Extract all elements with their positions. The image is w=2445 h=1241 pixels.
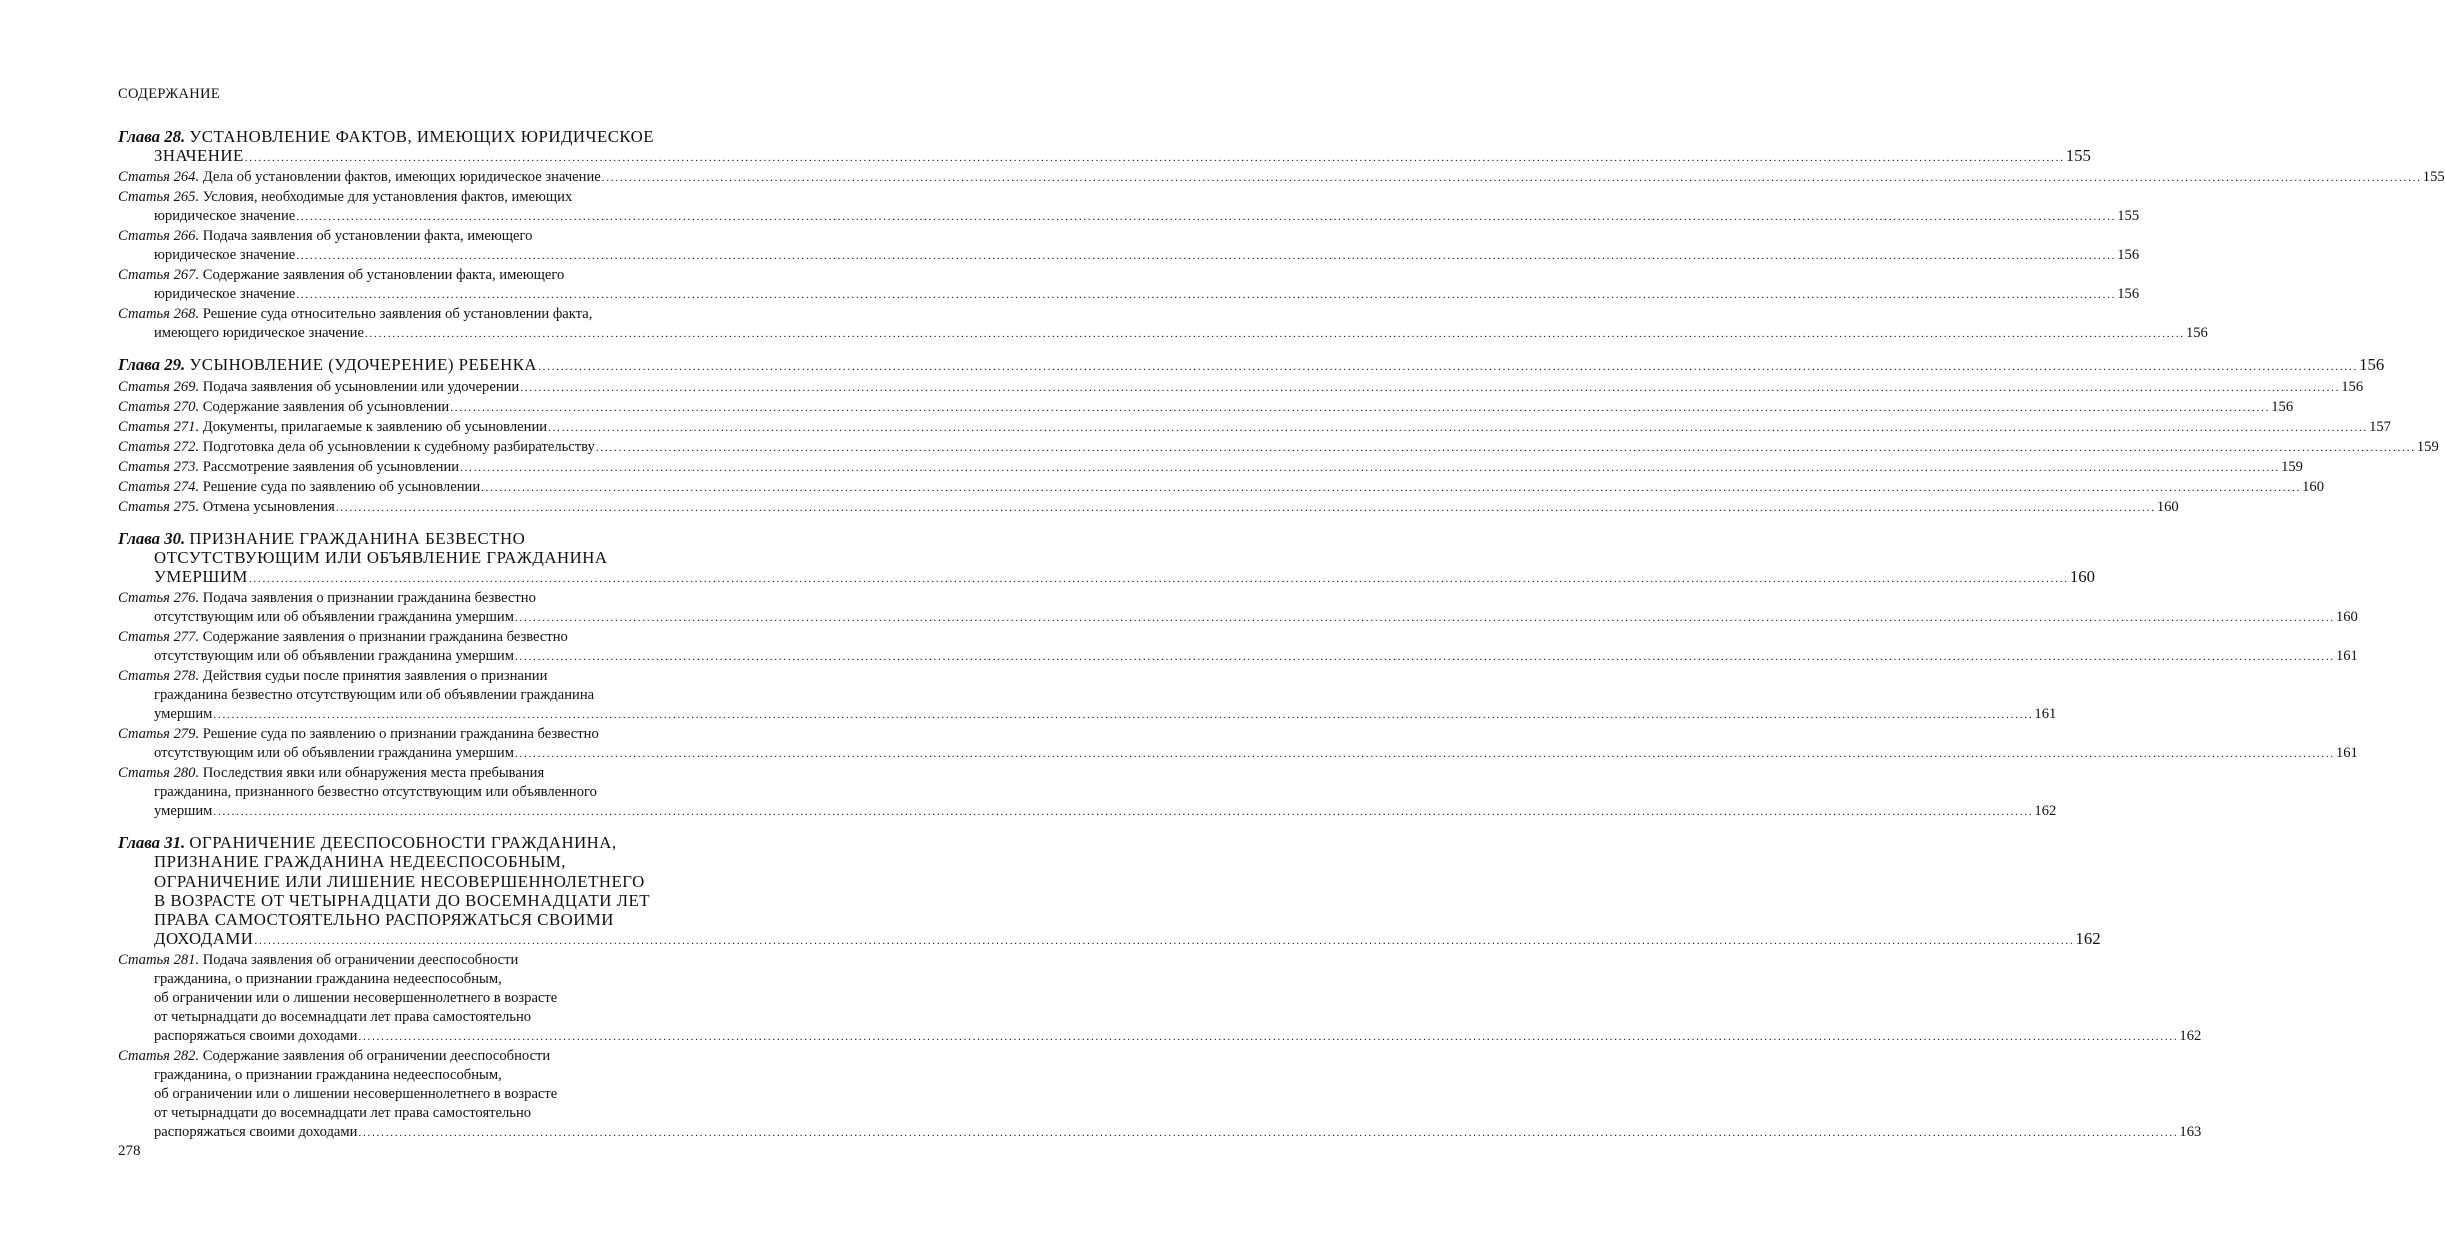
article-label: Статья 273. xyxy=(118,458,200,475)
dot-leader: ................................................................................................................................................................................................................................................................................................................................................................................................................ xyxy=(358,1031,2179,1044)
toc-line xyxy=(118,833,768,852)
toc-article xyxy=(118,305,2208,344)
toc-article xyxy=(118,478,2325,498)
entry-title-line: от четырнадцати до восемнадцати лет права самостоятельно xyxy=(154,1105,532,1122)
page-ref: 159 xyxy=(2281,458,2303,475)
entry-title-line: об ограничении или о лишении несовершеннолетнего в возрасте xyxy=(154,1086,558,1103)
dot-leader: ................................................................................................................................................................................................................................................................................................................................................................................................................ xyxy=(244,152,2065,165)
toc-line xyxy=(118,725,768,744)
toc-line xyxy=(118,398,2294,418)
toc-line xyxy=(118,1123,2202,1143)
toc-line xyxy=(118,608,2358,628)
toc-line xyxy=(118,744,2358,764)
entry-title-line: гражданина, признанного безвестно отсутствующим или объявленного xyxy=(154,784,597,801)
dot-leader: ................................................................................................................................................................................................................................................................................................................................................................................................................ xyxy=(450,401,2271,414)
page-ref: 160 xyxy=(2069,567,2096,587)
article-label: Статья 279. xyxy=(118,726,200,743)
entry-title-line: ОТСУТСТВУЮЩИМ ИЛИ ОБЪЯВЛЕНИЕ ГРАЖДАНИНА xyxy=(154,547,608,567)
toc-line xyxy=(118,852,768,871)
toc-chapter xyxy=(118,833,2101,951)
dot-leader: ................................................................................................................................................................................................................................................................................................................................................................................................................ xyxy=(254,935,2075,948)
entry-title-line: Содержание заявления об установлении факта, имеющего xyxy=(202,267,565,284)
entry-title-line: УМЕРШИМ xyxy=(154,567,248,587)
page-ref: 161 xyxy=(2335,648,2358,665)
article-label: Статья 282. xyxy=(118,1048,200,1065)
entry-title-line: Подача заявления об ограничении дееспособности xyxy=(202,952,519,969)
toc-line xyxy=(118,1047,768,1066)
page-ref: 160 xyxy=(2156,498,2179,515)
page-ref: 157 xyxy=(2369,418,2391,435)
entry-title-line: УСЫНОВЛЕНИЕ (УДОЧЕРЕНИЕ) РЕБЕНКА xyxy=(189,355,538,375)
article-label: Статья 276. xyxy=(118,590,200,607)
entry-title-line: Решение суда по заявлению о признании гражданина безвестно xyxy=(202,726,599,743)
toc-line xyxy=(118,266,768,285)
toc-line xyxy=(118,783,768,802)
chapter-label: Глава 29. xyxy=(118,355,186,375)
entry-title-line: Условия, необходимые для установления фактов, имеющих xyxy=(202,189,573,206)
entry-title-line: ЗНАЧЕНИЕ xyxy=(154,146,244,166)
toc-line xyxy=(118,764,768,783)
entry-title-line: В ВОЗРАСТЕ ОТ ЧЕТЫРНАДЦАТИ ДО ВОСЕМНАДЦАТИ ЛЕТ xyxy=(154,890,650,910)
toc-line xyxy=(118,667,768,686)
toc-article xyxy=(118,227,2140,266)
entry-title-line: Дела об установлении фактов, имеющих юридическое значение xyxy=(202,169,601,186)
toc-article xyxy=(118,418,2391,438)
entry-title-line: Подача заявления о признании гражданина безвестно xyxy=(202,590,536,607)
toc-article xyxy=(118,667,2057,725)
article-label: Статья 275. xyxy=(118,498,200,515)
entry-title-line: гражданина, о признании гражданина недееспособным, xyxy=(154,971,502,988)
entry-title-line: ПРАВА САМОСТОЯТЕЛЬНО РАСПОРЯЖАТЬСЯ СВОИМИ xyxy=(154,910,614,930)
dot-leader: ................................................................................................................................................................................................................................................................................................................................................................................................................ xyxy=(601,172,2422,185)
article-label: Статья 280. xyxy=(118,765,200,782)
toc-line xyxy=(118,1104,768,1123)
toc-line xyxy=(118,127,768,146)
toc-line xyxy=(118,498,2179,518)
toc-chapter xyxy=(118,127,2091,168)
article-label: Статья 265. xyxy=(118,189,200,206)
article-label: Статья 271. xyxy=(118,418,200,435)
entry-title-line: Подача заявления об усыновлении или удочерении xyxy=(202,378,520,395)
entry-title-line: юридическое значение xyxy=(154,286,296,303)
entry-title-line: распоряжаться своими доходами xyxy=(154,1028,358,1045)
page-ref: 156 xyxy=(2117,247,2140,264)
toc-article xyxy=(118,168,2445,188)
article-label: Статья 264. xyxy=(118,169,200,186)
page-ref: 161 xyxy=(2335,745,2358,762)
entry-title-line: Последствия явки или обнаружения места пребывания xyxy=(202,765,545,782)
entry-title-line: Документы, прилагаемые к заявлению об усыновлении xyxy=(202,418,548,435)
toc-line xyxy=(118,647,2358,667)
toc-line xyxy=(118,378,2364,398)
entry-title-line: имеющего юридическое значение xyxy=(154,325,364,342)
toc-article xyxy=(118,589,2358,628)
chapter-label: Глава 31. xyxy=(118,833,186,853)
page-header: СОДЕРЖАНИЕ xyxy=(118,86,220,102)
entry-title-line: ПРИЗНАНИЕ ГРАЖДАНИНА БЕЗВЕСТНО xyxy=(189,528,526,548)
dot-leader: ................................................................................................................................................................................................................................................................................................................................................................................................................ xyxy=(548,421,2369,434)
toc-line xyxy=(118,1066,768,1085)
entry-title-line: юридическое значение xyxy=(154,247,296,264)
toc-line xyxy=(118,802,2057,822)
entry-title-line: ДОХОДАМИ xyxy=(154,929,254,949)
page-ref: 161 xyxy=(2034,706,2057,723)
toc-line xyxy=(118,1027,2202,1047)
article-label: Статья 274. xyxy=(118,478,200,495)
toc-line xyxy=(118,529,768,548)
entry-title-line: от четырнадцати до восемнадцати лет права самостоятельно xyxy=(154,1009,532,1026)
toc-article xyxy=(118,458,2303,478)
article-label: Статья 270. xyxy=(118,398,200,415)
entry-title-line: Содержание заявления об усыновлении xyxy=(202,398,450,415)
toc-line xyxy=(118,355,2385,377)
toc-line xyxy=(118,1008,768,1027)
toc-line xyxy=(118,567,2096,589)
toc-article xyxy=(118,498,2179,518)
toc-line xyxy=(118,628,768,647)
toc-article xyxy=(118,951,2202,1047)
entry-title-line: гражданина безвестно отсутствующим или об объявлении гражданина xyxy=(154,687,595,704)
page-ref: 156 xyxy=(2359,355,2385,375)
entry-title-line: отсутствующим или об объявлении гражданина умершим xyxy=(154,609,514,626)
toc-article xyxy=(118,628,2358,667)
toc-article xyxy=(118,438,2439,458)
dot-leader: ................................................................................................................................................................................................................................................................................................................................................................................................................ xyxy=(460,461,2281,474)
article-label: Статья 269. xyxy=(118,378,200,395)
toc-article xyxy=(118,188,2140,227)
entry-title-line: Содержание заявления об ограничении дееспособности xyxy=(202,1048,551,1065)
page-ref: 162 xyxy=(2179,1028,2202,1045)
toc-line xyxy=(118,146,2091,168)
article-label: Статья 266. xyxy=(118,228,200,245)
entry-title-line: Содержание заявления о признании гражданина безвестно xyxy=(202,629,568,646)
toc-article xyxy=(118,398,2294,418)
page-ref: 159 xyxy=(2416,438,2439,455)
toc-line xyxy=(118,891,768,910)
dot-leader: ................................................................................................................................................................................................................................................................................................................................................................................................................ xyxy=(514,612,2335,625)
entry-title-line: Решение суда относительно заявления об установлении факта, xyxy=(202,306,593,323)
entry-title-line: умершим xyxy=(154,706,213,723)
dot-leader: ................................................................................................................................................................................................................................................................................................................................................................................................................ xyxy=(213,709,2034,722)
entry-title-line: Отмена усыновления xyxy=(202,498,335,515)
entry-title-line: отсутствующим или об объявлении гражданина умершим xyxy=(154,745,514,762)
toc-line xyxy=(118,458,2303,478)
page-ref: 160 xyxy=(2302,478,2325,495)
entry-title-line: Рассмотрение заявления об усыновлении xyxy=(202,458,460,475)
toc-article xyxy=(118,725,2358,764)
dot-leader: ................................................................................................................................................................................................................................................................................................................................................................................................................ xyxy=(296,250,2117,263)
toc-line xyxy=(118,910,768,929)
entry-title-line: умершим xyxy=(154,803,213,820)
dot-leader: ................................................................................................................................................................................................................................................................................................................................................................................................................ xyxy=(248,573,2069,586)
page-ref: 156 xyxy=(2271,398,2294,415)
toc-line xyxy=(118,872,768,891)
entry-title-line: юридическое значение xyxy=(154,208,296,225)
toc-line xyxy=(118,989,768,1008)
dot-leader: ................................................................................................................................................................................................................................................................................................................................................................................................................ xyxy=(514,651,2335,664)
dot-leader: ................................................................................................................................................................................................................................................................................................................................................................................................................ xyxy=(538,361,2359,374)
dot-leader: ................................................................................................................................................................................................................................................................................................................................................................................................................ xyxy=(520,381,2341,394)
toc-article xyxy=(118,1047,2202,1143)
entry-title-line: об ограничении или о лишении несовершеннолетнего в возрасте xyxy=(154,990,558,1007)
dot-leader: ................................................................................................................................................................................................................................................................................................................................................................................................................ xyxy=(335,501,2156,514)
dot-leader: ................................................................................................................................................................................................................................................................................................................................................................................................................ xyxy=(364,328,2185,341)
page-ref: 155 xyxy=(2065,146,2091,166)
page-ref: 156 xyxy=(2185,325,2208,342)
page-ref: 155 xyxy=(2117,208,2140,225)
dot-leader: ................................................................................................................................................................................................................................................................................................................................................................................................................ xyxy=(514,748,2335,761)
toc-line xyxy=(118,478,2325,498)
page-ref: 160 xyxy=(2335,609,2358,626)
entry-title-line: Подготовка дела об усыновлении к судебному разбирательству xyxy=(202,438,595,455)
entry-title-line: Подача заявления об установлении факта, имеющего xyxy=(202,228,533,245)
article-label: Статья 281. xyxy=(118,952,200,969)
toc-line xyxy=(118,438,2439,458)
toc-line xyxy=(118,589,768,608)
toc-line xyxy=(118,970,768,989)
page-ref: 163 xyxy=(2179,1124,2202,1141)
toc-chapter xyxy=(118,528,2096,590)
toc-line xyxy=(118,324,2208,344)
dot-leader: ................................................................................................................................................................................................................................................................................................................................................................................................................ xyxy=(595,441,2416,454)
page-ref: 156 xyxy=(2117,286,2140,303)
entry-title-line: распоряжаться своими доходами xyxy=(154,1124,358,1141)
entry-title-line: отсутствующим или об объявлении гражданина умершим xyxy=(154,648,514,665)
page-ref: 162 xyxy=(2034,803,2057,820)
toc-line xyxy=(118,285,2140,305)
dot-leader: ................................................................................................................................................................................................................................................................................................................................................................................................................ xyxy=(481,481,2302,494)
entry-title-line: Действия судьи после принятия заявления о признании xyxy=(202,668,548,685)
table-of-contents xyxy=(118,127,2445,1143)
chapter-label: Глава 28. xyxy=(118,127,186,146)
toc-line xyxy=(118,305,768,324)
entry-title-line: УСТАНОВЛЕНИЕ ФАКТОВ, ИМЕЮЩИХ ЮРИДИЧЕСКОЕ xyxy=(189,127,655,146)
toc-line xyxy=(118,188,768,207)
dot-leader: ................................................................................................................................................................................................................................................................................................................................................................................................................ xyxy=(296,211,2117,224)
dot-leader: ................................................................................................................................................................................................................................................................................................................................................................................................................ xyxy=(296,289,2117,302)
page-ref: 156 xyxy=(2341,378,2364,395)
entry-title-line: ПРИЗНАНИЕ ГРАЖДАНИНА НЕДЕЕСПОСОБНЫМ, xyxy=(154,852,566,872)
dot-leader: ................................................................................................................................................................................................................................................................................................................................................................................................................ xyxy=(358,1127,2179,1140)
toc-chapter xyxy=(118,355,2385,377)
toc-line xyxy=(118,548,768,567)
dot-leader: ................................................................................................................................................................................................................................................................................................................................................................................................................ xyxy=(213,806,2034,819)
entry-title-line: Решение суда по заявлению об усыновлении xyxy=(202,478,481,495)
entry-title-line: ОГРАНИЧЕНИЕ ДЕЕСПОСОБНОСТИ ГРАЖДАНИНА, xyxy=(189,833,617,853)
toc-line xyxy=(118,929,2101,951)
page-number: 278 xyxy=(118,1143,141,1159)
toc-article xyxy=(118,764,2057,822)
page-ref: 155 xyxy=(2422,169,2445,186)
article-label: Статья 278. xyxy=(118,668,200,685)
toc-line xyxy=(118,246,2140,266)
article-label: Статья 277. xyxy=(118,629,200,646)
article-label: Статья 267. xyxy=(118,267,200,284)
toc-line xyxy=(118,1085,768,1104)
article-label: Статья 268. xyxy=(118,306,200,323)
toc-line xyxy=(118,227,768,246)
chapter-label: Глава 30. xyxy=(118,528,186,548)
toc-line xyxy=(118,951,768,970)
entry-title-line: ОГРАНИЧЕНИЕ ИЛИ ЛИШЕНИЕ НЕСОВЕРШЕННОЛЕТНЕГО xyxy=(154,871,645,891)
toc-line xyxy=(118,207,2140,227)
toc-line xyxy=(118,686,768,705)
page-ref: 162 xyxy=(2075,929,2101,949)
toc-line xyxy=(118,418,2391,438)
toc-line xyxy=(118,705,2057,725)
toc-article xyxy=(118,266,2140,305)
entry-title-line: гражданина, о признании гражданина недееспособным, xyxy=(154,1067,502,1084)
toc-article xyxy=(118,378,2364,398)
toc-line xyxy=(118,168,2445,188)
article-label: Статья 272. xyxy=(118,438,200,455)
